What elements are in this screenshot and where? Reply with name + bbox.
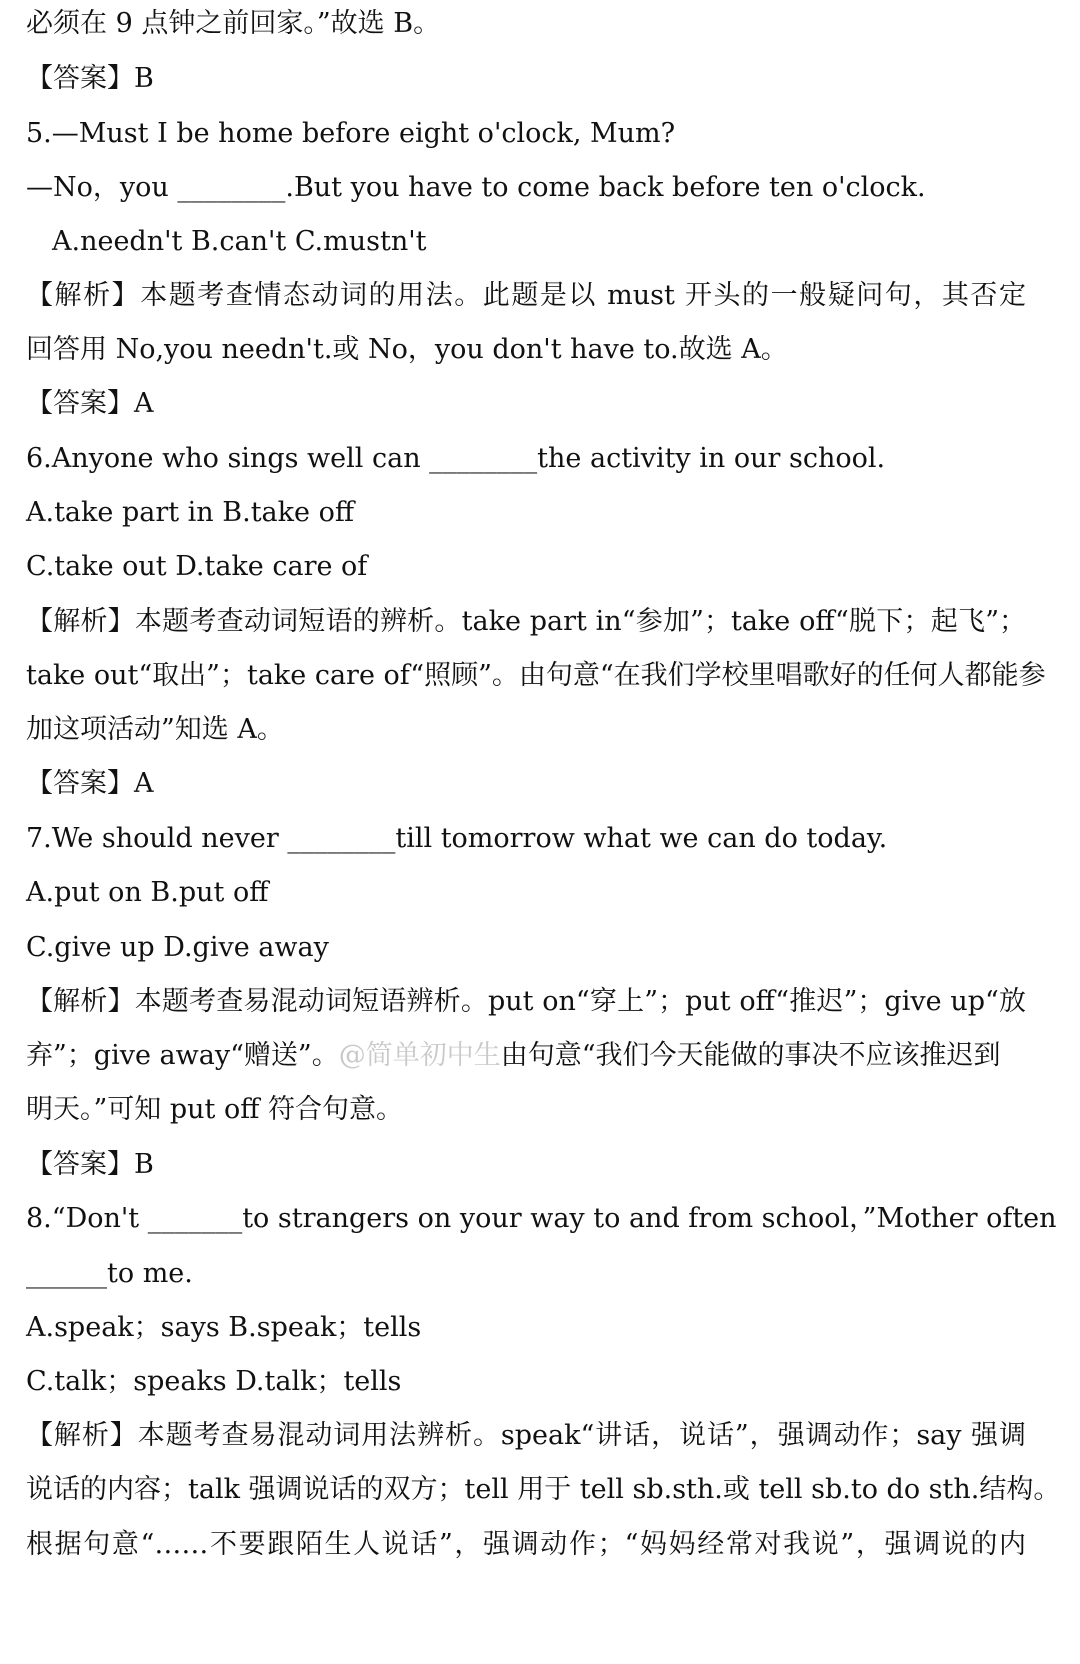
question-6: 6.Anyone who sings well can ________the activity in our school. [26,443,886,474]
question-6-options-2: C.take out D.take care of [26,551,368,582]
question-5-response: —No，you ________.But you have to come back before ten o'clock. [26,172,926,203]
answer-6: 【答案】A [26,768,154,799]
text-line-1: 必须在 9 点钟之前回家。”故选 B。 [26,8,441,39]
watermark-text: @简单初中生 [338,1040,501,1071]
question-6-options-1: A.take part in B.take off [26,497,355,528]
analysis-6-line-2: take out“取出”；take care of“照顾”。由句意“在我们学校里唱歌好的任何人都能参 [26,660,1046,691]
analysis-5-line-2: 回答用 No,you needn't.或 No，you don't have to.故选 A。 [26,334,788,365]
question-8-line-1: 8.“Don't _______to strangers on your way to and from school，”Mother often [26,1203,1057,1234]
analysis-7-line-1: 【解析】本题考查易混动词短语辨析。put on“穿上”；put off“推迟”；give up“放 [26,986,1026,1017]
analysis-8-line-3: 根据句意“……不要跟陌生人说话”，强调动作；“妈妈经常对我说”，强调说的内 [26,1529,1026,1560]
analysis-7-line-2 [26,1036,1001,1076]
analysis-6-line-1: 【解析】本题考查动词短语的辨析。take part in“参加”；take off“脱下；起飞”； [26,606,1026,637]
question-8-line-2: ______to me. [26,1258,193,1289]
question-7: 7.We should never ________till tomorrow what we can do today. [26,823,888,854]
answer-7: 【答案】B [26,1149,154,1180]
analysis-7-line-2-start: 弃”；give away“赠送”。 [26,1040,339,1071]
analysis-6-line-3: 加这项活动”知选 A。 [26,714,284,745]
analysis-7-line-2-end: 由句意“我们今天能做的事决不应该推迟到 [500,1040,1001,1071]
question-8-options-1: A.speak；says B.speak；tells [26,1312,422,1343]
question-7-options-2: C.give up D.give away [26,932,329,963]
question-5-options: A.needn't B.can't C.mustn't [52,226,427,257]
question-7-options-1: A.put on B.put off [26,877,269,908]
analysis-8-line-1: 【解析】本题考查易混动词用法辨析。speak“讲话，说话”，强调动作；say 强调 [26,1420,1026,1451]
answer-5: 【答案】A [26,388,154,419]
analysis-8-line-2: 说话的内容；talk 强调说话的双方；tell 用于 tell sb.sth.或 tell sb.to do sth.结构。 [26,1474,1061,1505]
question-8-options-2: C.talk；speaks D.talk；tells [26,1366,402,1397]
analysis-5-line-1: 【解析】本题考查情态动词的用法。此题是以 must 开头的一般疑问句，其否定 [26,280,1026,311]
analysis-7-line-3: 明天。”可知 put off 符合句意。 [26,1094,404,1125]
question-5: 5.—Must I be home before eight o'clock, Mum? [26,118,676,149]
answer-line-4: 【答案】B [26,63,154,94]
